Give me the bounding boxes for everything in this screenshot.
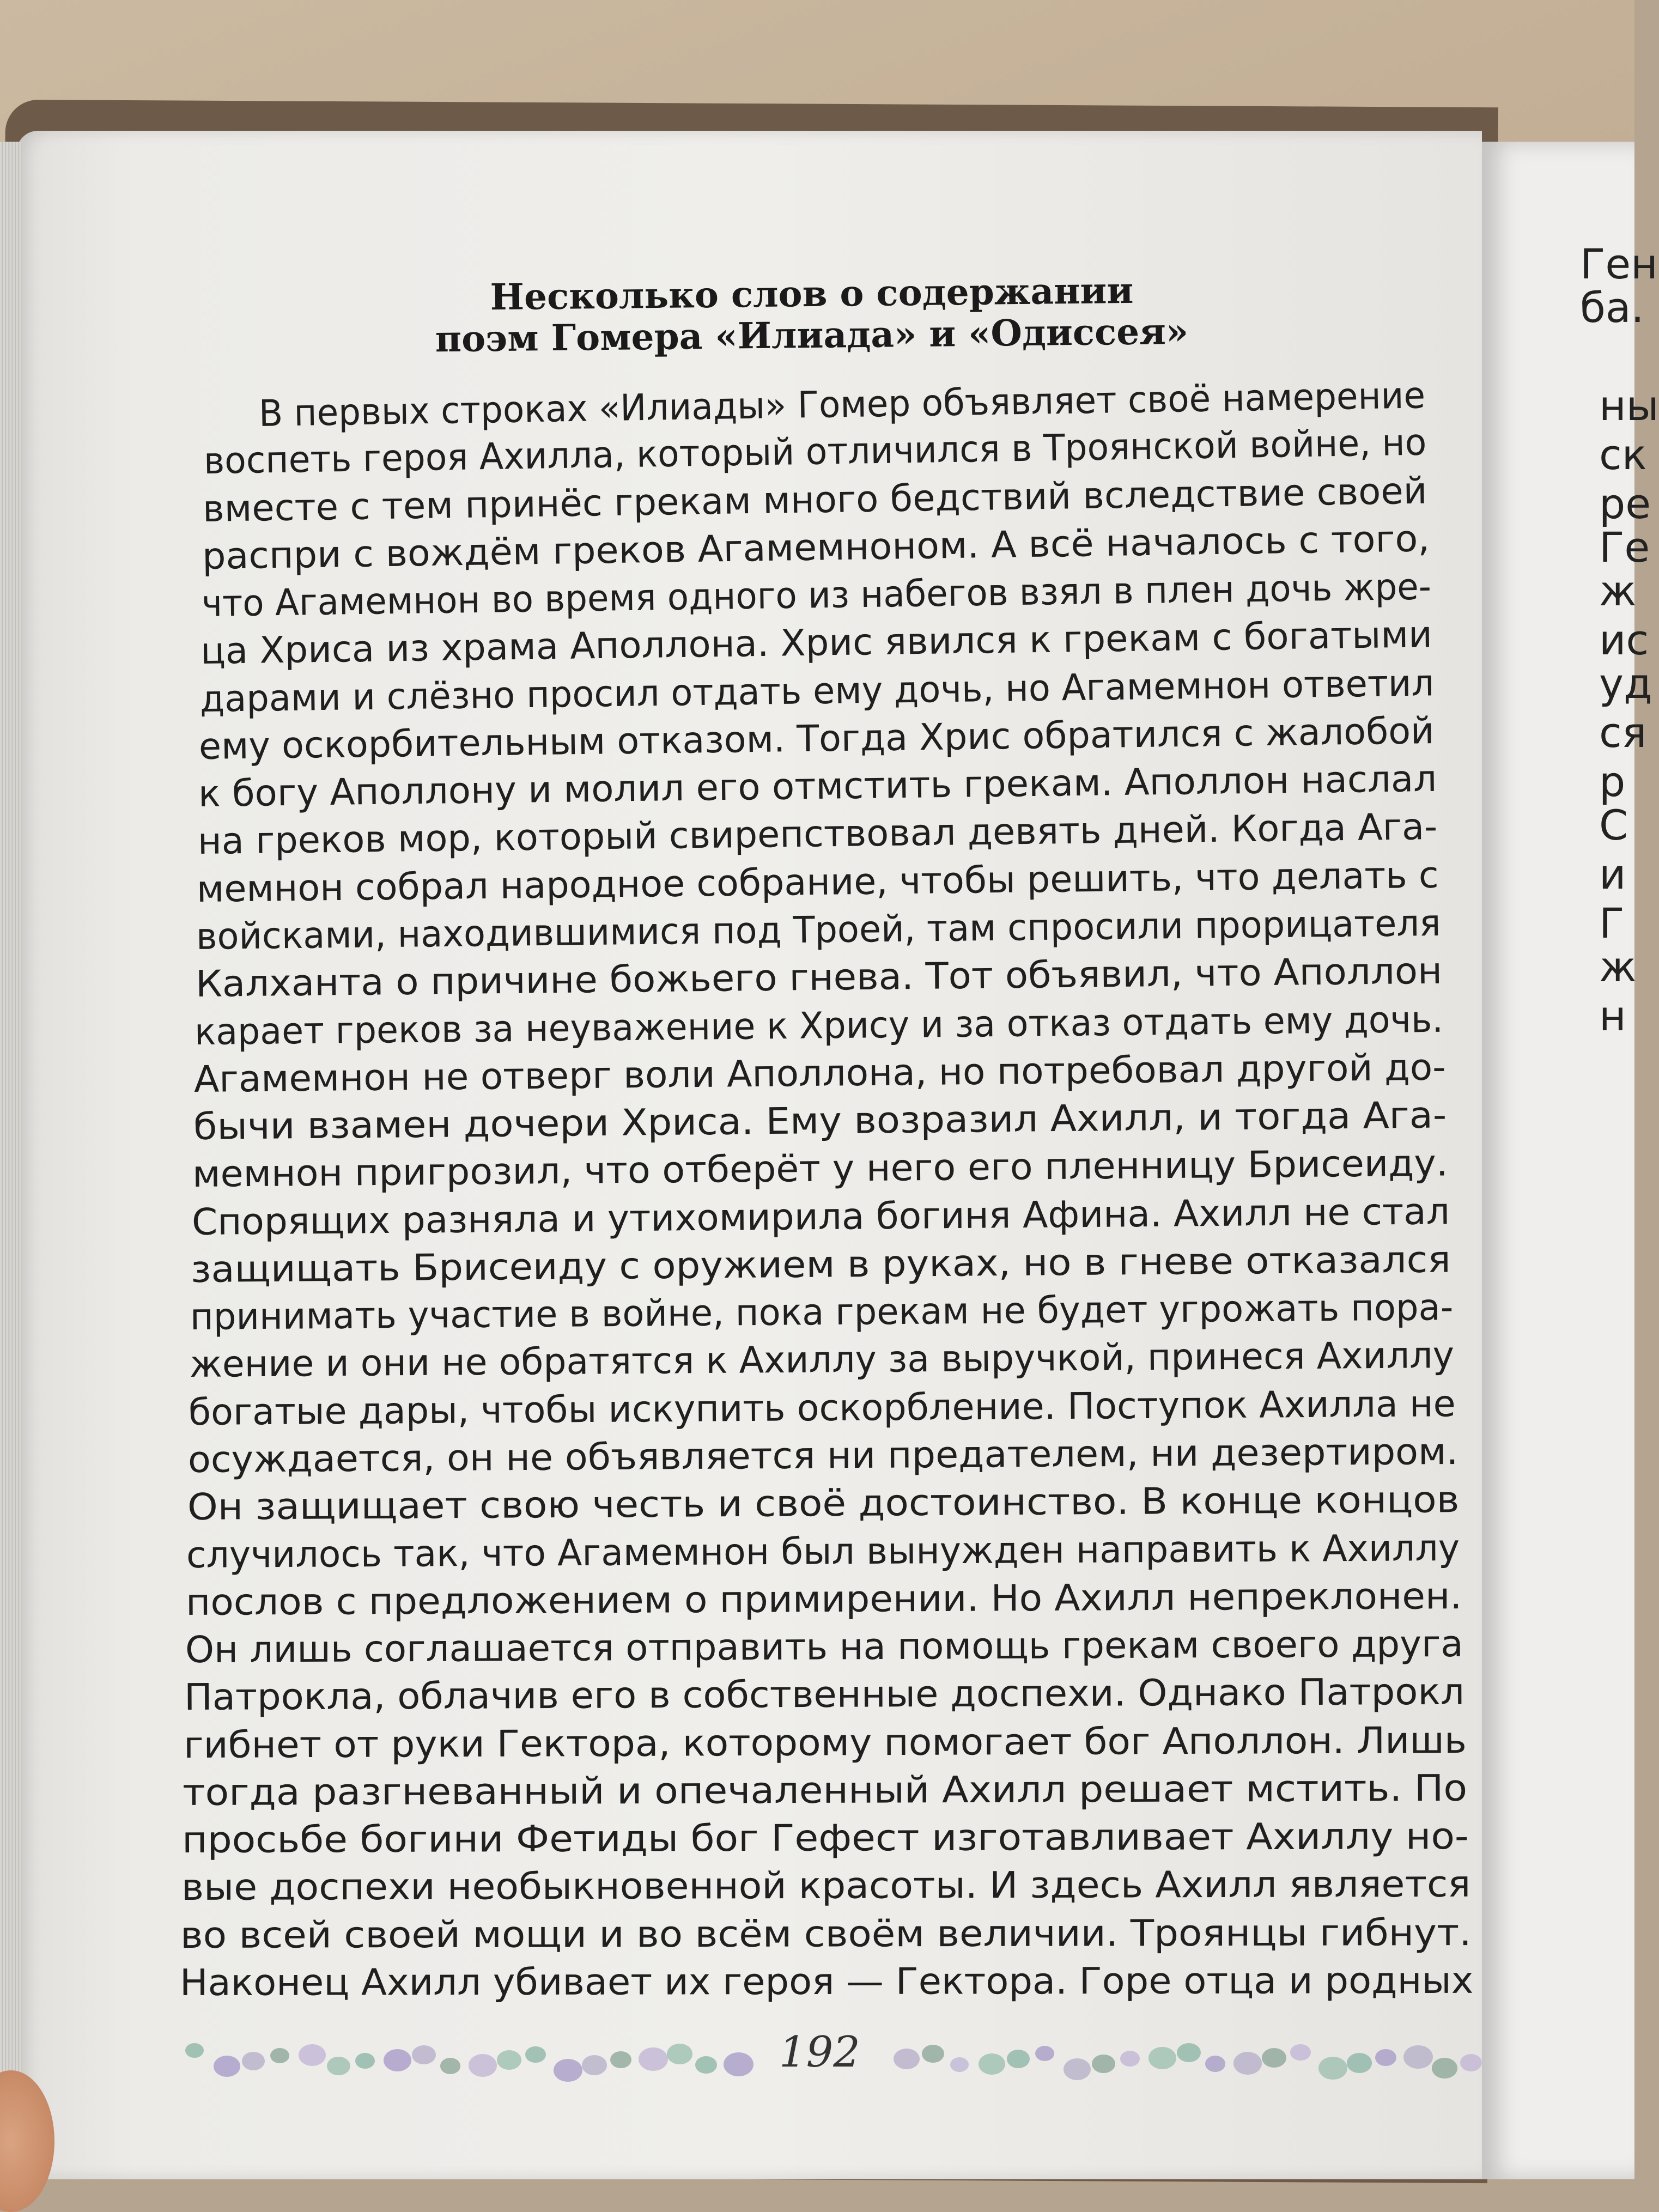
decorative-dot xyxy=(950,2057,969,2072)
decorative-dot xyxy=(894,2049,920,2069)
decorative-dot xyxy=(979,2053,1005,2075)
decorative-dot xyxy=(1460,2054,1482,2071)
body-line: вые доспехи необыкновенной красоты. И здесь Ахилл является xyxy=(181,1863,1471,1909)
facing-page-fragment: С xyxy=(1599,801,1628,849)
facing-page-fragment: ся xyxy=(1599,708,1647,757)
body-line: мемнон собрал народное собрание, чтобы решить, что делать с xyxy=(196,853,1439,910)
decorative-dot xyxy=(525,2046,546,2063)
decorative-dot xyxy=(327,2057,350,2075)
decorative-dot xyxy=(1347,2053,1372,2073)
body-line: распри с вождём греков Агамемноном. А всё началось с того, xyxy=(202,517,1430,578)
body-line: случилось так, что Агамемнон был вынужден направить к Ахиллу xyxy=(186,1526,1460,1576)
body-line: Он лишь соглашается отправить на помощь грекам своего друга xyxy=(185,1622,1463,1672)
decorative-dot xyxy=(1233,2052,1262,2075)
decorative-dot xyxy=(270,2048,289,2063)
decorative-dot xyxy=(242,2052,265,2070)
decorative-dot xyxy=(412,2045,436,2064)
decorative-dot xyxy=(1120,2051,1140,2067)
body-line: вместе с тем принёс грекам много бедствий вследствие своей xyxy=(202,469,1428,530)
body-line: войсками, находившимися под Троей, там спросили прорицателя xyxy=(196,901,1441,958)
decorative-dot xyxy=(695,2056,717,2074)
facing-page-fragment: уд xyxy=(1599,659,1652,708)
body-line: Агамемнон не отверг воли Аполлона, но потребовал другой до- xyxy=(193,1046,1446,1101)
decorative-dot xyxy=(724,2052,753,2076)
body-line: послов с предложением о примирении. Но Ахилл непреклонен. xyxy=(185,1574,1462,1624)
body-line: Спорящих разняла и утихомирила богиня Афина. Ахилл не стал xyxy=(191,1189,1450,1243)
decorative-dot xyxy=(1092,2055,1115,2073)
body-line: бычи взамен дочери Хриса. Ему возразил Ахилл, и тогда Ага- xyxy=(193,1093,1447,1148)
decorative-dot xyxy=(1007,2050,1030,2068)
page-number: 192 xyxy=(779,2028,860,2077)
decorative-dot xyxy=(1064,2058,1091,2080)
body-line: Калханта о причине божьего гнева. Тот объявил, что Аполлон xyxy=(195,949,1443,1006)
decorative-dot xyxy=(639,2047,668,2071)
body-line: ца Хриса из храма Аполлона. Хрис явился к грекам с богатыми xyxy=(200,613,1433,673)
body-line: во всей своей мощи и во всём своём величии. Троянцы гибнут. xyxy=(180,1911,1472,1956)
body-line: гибнет от руки Гектора, которому помогает бог Аполлон. Лишь xyxy=(183,1718,1467,1766)
decorative-dot xyxy=(497,2050,521,2070)
facing-page-fragment: ре xyxy=(1599,479,1651,528)
decorative-dot xyxy=(469,2054,497,2077)
decorative-dot xyxy=(1148,2047,1176,2069)
body-line: к богу Аполлону и молил его отмстить грекам. Аполлон наслал xyxy=(198,757,1437,816)
facing-page-fragment: ны xyxy=(1599,381,1659,430)
body-line: Он защищает свою честь и своё достоинство. В конце концов xyxy=(187,1478,1460,1529)
decorative-dot xyxy=(1205,2056,1225,2072)
decorative-dot xyxy=(667,2044,692,2064)
facing-page-fragment: ск xyxy=(1599,430,1647,479)
decorative-dot xyxy=(1318,2057,1347,2080)
decorative-dot xyxy=(384,2049,411,2071)
decorative-dot xyxy=(554,2059,582,2082)
decorative-dot xyxy=(1262,2048,1286,2068)
body-line: мемнон пригрозил, что отберёт у него его пленницу Брисеиду. xyxy=(192,1141,1448,1196)
decorative-dot xyxy=(1290,2044,1311,2061)
decorative-dot xyxy=(299,2044,326,2066)
decorative-dot xyxy=(1375,2049,1396,2066)
facing-page-fragment: р xyxy=(1599,757,1626,806)
body-line: Наконец Ахилл убивает их героя — Гектора. Горе отца и родных xyxy=(179,1959,1474,2004)
body-line: принимать участие в войне, пока грекам не будет угрожать пора- xyxy=(190,1286,1454,1339)
section-heading-line-2: поэм Гомера «Илиада» и «Одиссея» xyxy=(435,309,1189,361)
decorative-dot xyxy=(440,2058,460,2074)
decorative-dot xyxy=(1403,2045,1433,2069)
body-line: тогда разгневанный и опечаленный Ахилл решает мстить. По xyxy=(183,1766,1468,1814)
body-line: на греков мор, который свирепствовал девять дней. Когда Ага- xyxy=(197,805,1438,863)
body-line: защищать Брисеиду с оружием в руках, но в гневе отказался xyxy=(191,1238,1451,1291)
decorative-dot xyxy=(185,2043,204,2058)
body-line: жение и они не обратятся к Ахиллу за выручкой, принеся Ахиллу xyxy=(189,1334,1454,1386)
facing-page-fragment: Ген xyxy=(1580,240,1658,288)
decorative-dot xyxy=(1035,2046,1054,2061)
body-line: ему оскорбительным отказом. Тогда Хрис обратился с жалобой xyxy=(198,709,1435,768)
section-heading-line-1: Несколько слов о содержании xyxy=(490,269,1134,319)
body-line: богатые дары, чтобы искупить оскорбление. Поступок Ахилла не xyxy=(189,1382,1456,1433)
facing-page-fragment: ж xyxy=(1599,943,1637,991)
decorative-dot xyxy=(214,2056,240,2077)
decorative-dot xyxy=(1177,2043,1201,2062)
page-stack-edge xyxy=(0,142,22,2179)
body-line: Патрокла, облачив его в собственные доспехи. Однако Патрокл xyxy=(184,1670,1465,1719)
body-line: осуждается, он не объявляется ни предателем, ни дезертиром. xyxy=(187,1430,1459,1481)
body-line: просьбе богини Фетиды бог Гефест изготавливает Ахиллу но- xyxy=(181,1815,1469,1862)
decorative-dot xyxy=(922,2045,944,2063)
facing-page-fragment: Ге xyxy=(1599,523,1650,572)
body-line: карает греков за неуважение к Хрису и за отказ отдать ему дочь. xyxy=(194,998,1444,1053)
decorative-dot xyxy=(1432,2058,1457,2079)
facing-page-fragment: ба. xyxy=(1580,283,1644,332)
body-line: что Агамемнон во время одного из набегов взял в плен дочь жре- xyxy=(200,565,1431,625)
body-line: воспеть героя Ахилла, который отличился в Троянской войне, но xyxy=(203,421,1427,483)
facing-page-fragment: и xyxy=(1599,850,1626,898)
body-line: дарами и слёзно просил отдать ему дочь, но Агамемнон ответил xyxy=(199,661,1435,720)
facing-page-fragment: н xyxy=(1599,992,1626,1040)
decorative-dot xyxy=(610,2051,631,2068)
body-line: В первых строках «Илиады» Гомер объявляет своё намерение xyxy=(258,374,1426,435)
decorative-dot xyxy=(582,2055,607,2075)
facing-page-fragment: Г xyxy=(1599,899,1625,947)
facing-page-fragment: ис xyxy=(1599,616,1649,664)
facing-page-fragment: ж xyxy=(1599,567,1637,615)
decorative-dot xyxy=(355,2053,375,2069)
